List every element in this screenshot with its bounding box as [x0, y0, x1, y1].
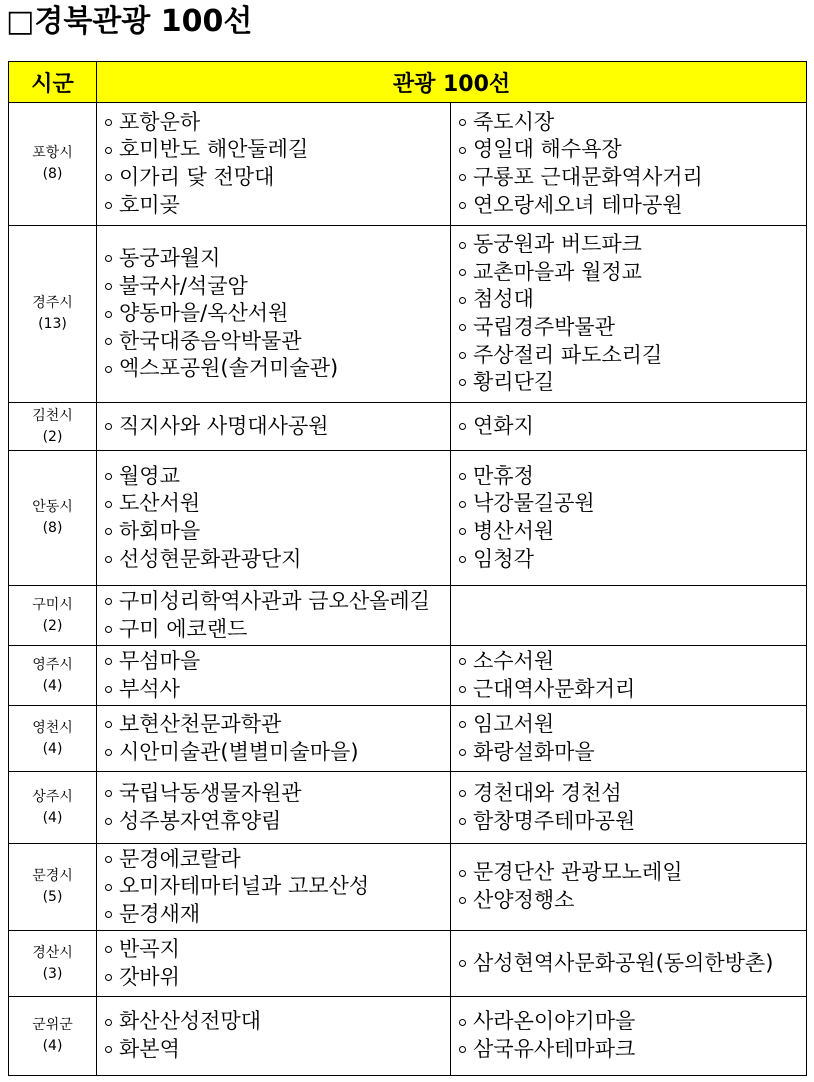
- list-item: [105, 648, 450, 676]
- list-item: [105, 328, 450, 356]
- circle-bullet-icon: [105, 473, 112, 480]
- list-item: [105, 780, 450, 808]
- list-item: [459, 286, 806, 314]
- attraction-name: 소수서원: [473, 648, 555, 673]
- list-item: [105, 808, 450, 836]
- city-cell: [9, 706, 97, 772]
- circle-bullet-icon: [459, 269, 466, 276]
- attraction-name: 화랑설화마을: [473, 739, 595, 764]
- city-cell: [9, 451, 97, 586]
- circle-bullet-icon: [105, 501, 112, 508]
- attractions-left-cell: [97, 646, 451, 706]
- table-row: [9, 931, 807, 997]
- circle-bullet-icon: [105, 1046, 112, 1053]
- attraction-name: 삼성현역사문화공원(동의한방촌): [473, 950, 774, 975]
- attraction-name: 국립경주박물관: [473, 315, 616, 339]
- attraction-name: 부석사: [119, 676, 180, 701]
- list-item: [459, 887, 806, 915]
- attraction-name: 도산서원: [119, 491, 201, 516]
- circle-bullet-icon: [459, 423, 466, 430]
- table-row: [9, 706, 807, 772]
- header-attractions: 관광 100선: [97, 62, 807, 103]
- circle-bullet-icon: [459, 1046, 466, 1053]
- attraction-name: 함창명주테마공원: [473, 808, 636, 833]
- circle-bullet-icon: [459, 119, 466, 126]
- list-item: [105, 490, 450, 518]
- attraction-name: 문경새재: [119, 901, 201, 926]
- list-item: [105, 1008, 450, 1036]
- list-item: [459, 780, 806, 808]
- table-row: [9, 772, 807, 844]
- attraction-name: 첨성대: [473, 287, 534, 312]
- circle-bullet-icon: [105, 423, 112, 430]
- table-row: [9, 646, 807, 706]
- table-row: [9, 586, 807, 646]
- list-item: [105, 676, 450, 704]
- list-item: [105, 873, 450, 901]
- attractions-left-cell: [97, 451, 451, 586]
- attractions-right-cell: [451, 997, 807, 1076]
- list-item: [459, 950, 806, 978]
- attractions-table: [8, 61, 807, 1076]
- attraction-name: 오미자테마터널과 고모산성: [119, 874, 370, 899]
- city-cell: [9, 586, 97, 646]
- attraction-count: (4): [42, 740, 63, 757]
- circle-bullet-icon: [459, 790, 466, 797]
- attractions-right-cell: [451, 844, 807, 931]
- circle-bullet-icon: [105, 528, 112, 535]
- attractions-left-cell: [97, 586, 451, 646]
- attraction-name: 호미곶: [119, 192, 180, 217]
- city-cell: [9, 931, 97, 997]
- list-item: [105, 136, 450, 164]
- attractions-right-cell: [451, 706, 807, 772]
- list-item: [105, 300, 450, 328]
- attraction-name: 구룡포 근대문화역사거리: [473, 165, 703, 189]
- list-item: [105, 964, 450, 992]
- list-item: [105, 273, 450, 301]
- list-item: [459, 136, 806, 164]
- attraction-name: 동궁과월지: [119, 246, 221, 271]
- attraction-name: 연화지: [473, 413, 534, 438]
- attractions-right-cell: [451, 931, 807, 997]
- list-item: [105, 109, 450, 137]
- circle-bullet-icon: [459, 242, 466, 249]
- attractions-right-cell: [451, 646, 807, 706]
- attraction-name: 갓바위: [119, 964, 180, 989]
- table-row: [9, 226, 807, 403]
- attraction-count: (8): [42, 520, 63, 536]
- attraction-name: 주상절리 파도소리길: [473, 342, 663, 367]
- city-name: 구미시: [32, 596, 73, 613]
- circle-bullet-icon: [105, 1019, 112, 1026]
- circle-bullet-icon: [459, 818, 466, 825]
- list-item: [459, 1008, 806, 1036]
- attractions-right-cell: [451, 103, 807, 226]
- attraction-name: 호미반도 해안둘레길: [119, 137, 309, 162]
- city-name: 영천시: [32, 719, 73, 736]
- attraction-name: 병산서원: [473, 519, 555, 543]
- table-row: [9, 403, 807, 451]
- circle-bullet-icon: [459, 897, 466, 904]
- city-cell: [9, 646, 97, 706]
- attraction-name: 양동마을/옥산서원: [119, 301, 289, 326]
- circle-bullet-icon: [459, 528, 466, 535]
- list-item: [105, 616, 450, 644]
- list-item: [459, 859, 806, 887]
- list-item: [105, 463, 450, 491]
- list-item: [105, 192, 450, 220]
- city-cell: [9, 403, 97, 451]
- attraction-name: 구미 에코랜드: [119, 616, 248, 641]
- attractions-left-cell: [97, 997, 451, 1076]
- attraction-name: 임고서원: [473, 711, 555, 736]
- attractions-right-cell: [451, 451, 807, 586]
- attraction-count: (2): [42, 428, 63, 445]
- circle-bullet-icon: [105, 598, 112, 605]
- attractions-right-cell: [451, 772, 807, 844]
- attraction-name: 이가리 닻 전망대: [119, 165, 275, 189]
- list-item: [105, 164, 450, 192]
- circle-bullet-icon: [105, 366, 112, 373]
- attraction-name: 엑스포공원(솔거미술관): [119, 356, 339, 381]
- circle-bullet-icon: [105, 911, 112, 918]
- list-item: [459, 1036, 806, 1064]
- circle-bullet-icon: [105, 255, 112, 262]
- city-name: 김천시: [32, 407, 73, 424]
- attraction-count: (2): [42, 617, 63, 634]
- list-item: [105, 588, 450, 616]
- circle-bullet-icon: [459, 352, 466, 359]
- circle-bullet-icon: [105, 626, 112, 633]
- list-item: [459, 259, 806, 287]
- city-name: 포항시: [32, 145, 73, 161]
- circle-bullet-icon: [459, 556, 466, 563]
- list-item: [459, 739, 806, 767]
- circle-bullet-icon: [105, 338, 112, 345]
- circle-bullet-icon: [105, 856, 112, 863]
- attraction-name: 국립낙동생물자원관: [119, 780, 302, 805]
- attraction-name: 황리단길: [473, 370, 555, 395]
- list-item: [105, 711, 450, 739]
- attraction-name: 사라온이야기마을: [473, 1009, 636, 1034]
- attractions-left-cell: [97, 931, 451, 997]
- city-cell: [9, 772, 97, 844]
- attraction-name: 화산산성전망대: [119, 1009, 262, 1034]
- table-row: [9, 451, 807, 586]
- attractions-left-cell: [97, 103, 451, 226]
- attraction-name: 산양정행소: [473, 888, 575, 912]
- attraction-name: 경천대와 경천섬: [473, 780, 622, 805]
- list-item: [105, 355, 450, 383]
- list-item: [459, 342, 806, 370]
- attractions-left-cell: [97, 706, 451, 772]
- list-item: [105, 936, 450, 964]
- attraction-count: (3): [42, 965, 63, 982]
- circle-bullet-icon: [459, 686, 466, 693]
- circle-bullet-icon: [105, 556, 112, 563]
- attractions-right-cell: [451, 586, 807, 646]
- header-city: 시군: [9, 62, 97, 103]
- attraction-count: (4): [42, 809, 63, 826]
- attraction-name: 임청각: [473, 546, 534, 571]
- attractions-left-cell: [97, 403, 451, 451]
- attraction-count: (8): [42, 166, 63, 182]
- attraction-name: 문경에코랄라: [119, 846, 241, 871]
- circle-bullet-icon: [105, 174, 112, 181]
- list-item: [105, 901, 450, 929]
- list-item: [459, 192, 806, 220]
- city-name: 군위군: [32, 1017, 73, 1033]
- attraction-name: 화본역: [119, 1037, 180, 1061]
- attraction-name: 보현산천문과학관: [119, 711, 282, 736]
- attraction-name: 한국대중음악박물관: [119, 328, 302, 353]
- attraction-name: 영일대 해수욕장: [473, 137, 622, 162]
- circle-bullet-icon: [105, 946, 112, 953]
- circle-bullet-icon: [459, 501, 466, 508]
- attraction-name: 시안미술관(별별미술마을): [119, 739, 359, 764]
- list-item: [105, 1036, 450, 1064]
- attraction-count: (4): [42, 677, 63, 694]
- city-cell: [9, 226, 97, 403]
- circle-bullet-icon: [105, 658, 112, 665]
- list-item: [459, 463, 806, 491]
- circle-bullet-icon: [105, 283, 112, 290]
- circle-bullet-icon: [105, 790, 112, 797]
- list-item: [105, 245, 450, 273]
- list-item: [459, 676, 806, 704]
- circle-bullet-icon: [105, 749, 112, 756]
- attraction-count: (5): [42, 889, 63, 905]
- circle-bullet-icon: [459, 324, 466, 331]
- list-item: [459, 518, 806, 546]
- table-row: [9, 103, 807, 226]
- attraction-name: 죽도시장: [473, 109, 555, 134]
- attraction-count: (13): [38, 316, 67, 332]
- circle-bullet-icon: [459, 870, 466, 877]
- attraction-name: 포항운하: [119, 109, 201, 134]
- city-name: 경주시: [32, 295, 73, 311]
- attraction-name: 연오랑세오녀 테마공원: [473, 192, 683, 217]
- attraction-name: 문경단산 관광모노레일: [473, 860, 683, 885]
- list-item: [459, 369, 806, 397]
- list-item: [105, 739, 450, 767]
- circle-bullet-icon: [105, 884, 112, 891]
- circle-bullet-icon: [105, 818, 112, 825]
- table-header-row: [9, 62, 807, 103]
- attraction-name: 근대역사문화거리: [473, 676, 636, 701]
- city-name: 문경시: [32, 868, 73, 884]
- attractions-left-cell: [97, 844, 451, 931]
- list-item: [459, 314, 806, 342]
- circle-bullet-icon: [105, 311, 112, 318]
- list-item: [459, 648, 806, 676]
- attractions-left-cell: [97, 226, 451, 403]
- attraction-count: (4): [42, 1038, 63, 1054]
- list-item: [459, 109, 806, 137]
- list-item: [459, 164, 806, 192]
- attraction-name: 삼국유사테마파크: [473, 1037, 636, 1061]
- circle-bullet-icon: [105, 147, 112, 154]
- attraction-name: 하회마을: [119, 519, 201, 543]
- list-item: [105, 518, 450, 546]
- attractions-right-cell: [451, 226, 807, 403]
- page-title: □경북관광 100선: [6, 4, 253, 39]
- circle-bullet-icon: [105, 974, 112, 981]
- table-row: [9, 844, 807, 931]
- circle-bullet-icon: [459, 1019, 466, 1026]
- circle-bullet-icon: [459, 960, 466, 967]
- attraction-name: 반곡지: [119, 936, 180, 961]
- attraction-name: 구미성리학역사관과 금오산올레길: [119, 588, 430, 613]
- circle-bullet-icon: [459, 658, 466, 665]
- attractions-right-cell: [451, 403, 807, 451]
- circle-bullet-icon: [105, 686, 112, 693]
- list-item: [459, 546, 806, 574]
- city-name: 영주시: [32, 656, 73, 673]
- circle-bullet-icon: [459, 174, 466, 181]
- city-cell: [9, 103, 97, 226]
- attraction-name: 만휴정: [473, 463, 534, 488]
- attraction-name: 무섬마을: [119, 648, 201, 673]
- list-item: [105, 413, 450, 441]
- city-name: 안동시: [32, 499, 73, 515]
- city-name: 상주시: [32, 788, 73, 805]
- list-item: [105, 846, 450, 874]
- city-name: 경산시: [32, 944, 73, 961]
- list-item: [105, 546, 450, 574]
- circle-bullet-icon: [459, 147, 466, 154]
- attraction-name: 낙강물길공원: [473, 491, 595, 516]
- attractions-left-cell: [97, 772, 451, 844]
- circle-bullet-icon: [105, 119, 112, 126]
- city-cell: [9, 997, 97, 1076]
- circle-bullet-icon: [459, 379, 466, 386]
- attraction-name: 직지사와 사명대사공원: [119, 413, 329, 438]
- city-cell: [9, 844, 97, 931]
- attraction-name: 교촌마을과 월정교: [473, 259, 642, 284]
- circle-bullet-icon: [105, 721, 112, 728]
- attraction-name: 성주봉자연휴양림: [119, 808, 282, 833]
- list-item: [459, 490, 806, 518]
- attraction-name: 동궁원과 버드파크: [473, 232, 642, 257]
- attraction-name: 선성현문화관광단지: [119, 546, 302, 571]
- list-item: [459, 231, 806, 259]
- circle-bullet-icon: [459, 202, 466, 209]
- list-item: [459, 711, 806, 739]
- attraction-name: 월영교: [119, 463, 180, 488]
- list-item: [459, 808, 806, 836]
- circle-bullet-icon: [459, 473, 466, 480]
- list-item: [459, 413, 806, 441]
- circle-bullet-icon: [459, 749, 466, 756]
- table-row: [9, 997, 807, 1076]
- circle-bullet-icon: [459, 721, 466, 728]
- attraction-name: 불국사/석굴암: [119, 273, 248, 298]
- circle-bullet-icon: [459, 297, 466, 304]
- circle-bullet-icon: [105, 202, 112, 209]
